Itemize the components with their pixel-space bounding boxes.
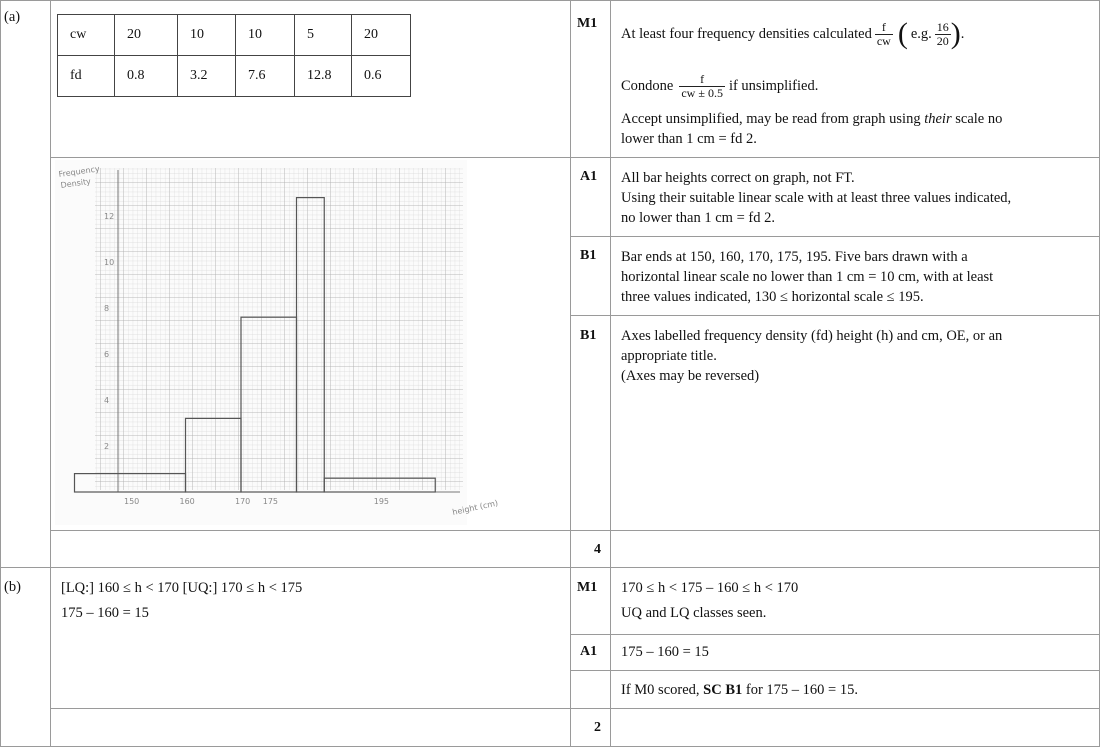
fraction-condone [679, 73, 725, 100]
comment-text: Bar ends at 150, 160, 170, 175, 195. Five bars drawn with a [621, 249, 968, 265]
comment-text: All bar heights correct on graph, not FT. [621, 170, 855, 186]
note-text: for 175 – 160 = 15. [742, 682, 858, 698]
table-cell: fd [58, 56, 115, 97]
frequency-table [57, 14, 411, 97]
table-cell: 10 [236, 15, 295, 56]
table-cell: 12.8 [295, 56, 352, 97]
mark-code: B1 [580, 248, 597, 263]
y-tick-label: 6 [104, 350, 110, 359]
comment-text: (Axes may be reversed) [621, 368, 760, 384]
rule-a-row1 [50, 157, 1100, 158]
rule-b-row2 [570, 670, 1100, 671]
mark-comment [621, 326, 1002, 386]
table-cell: 0.6 [352, 56, 411, 97]
rule-a-graph-bottom [50, 530, 1100, 531]
special-case-note [621, 680, 858, 700]
y-tick-label: 8 [104, 304, 110, 313]
condone-line [621, 66, 818, 106]
y-tick-label: 10 [104, 258, 115, 267]
comment-italic: their [924, 111, 952, 127]
rule-top [0, 0, 1100, 1]
table-cell: cw [58, 15, 115, 56]
condone-text: Condone [621, 77, 674, 94]
rule-a-row3 [570, 315, 1100, 316]
fraction-numerator: f [679, 73, 725, 87]
comment-text: UQ and LQ classes seen. [621, 605, 767, 621]
fraction-numerator: 16 [936, 19, 949, 34]
fraction-denominator: cw [876, 33, 891, 48]
mark-comment [621, 578, 798, 623]
x-tick-label: 160 [179, 497, 195, 506]
mark-comment [621, 168, 1011, 228]
part-a-label: (a) [4, 9, 21, 25]
x-tick-label: 175 [262, 497, 279, 506]
x-tick-label: 150 [124, 497, 140, 506]
mark-code: A1 [580, 644, 598, 659]
x-tick-label: 195 [373, 497, 390, 506]
comment-text: no lower than 1 cm = fd 2. [621, 210, 775, 226]
mark-code: M1 [577, 580, 598, 595]
fraction-example [935, 21, 951, 48]
y-tick-label: 12 [104, 212, 115, 221]
histogram-graph [55, 160, 499, 525]
comment-text: three values indicated, 130 ≤ horizontal scale ≤ 195. [621, 289, 924, 305]
condone-tail: if unsimplified. [728, 77, 819, 94]
comment-text: Axes labelled frequency density (fd) height (h) and cm, OE, or an [621, 328, 1003, 344]
paren-open: ( [897, 17, 908, 50]
fraction-f-over-cw [875, 21, 893, 48]
mark-code: B1 [580, 328, 597, 343]
rule-bottom [0, 746, 1100, 747]
table-cell: 7.6 [236, 56, 295, 97]
rule-b-row3 [50, 708, 1100, 709]
mark-comment: 175 – 160 = 15 [621, 644, 709, 660]
mark-comment [621, 247, 993, 307]
table-row-cw [58, 15, 411, 56]
part-b-total: 2 [594, 720, 601, 735]
table-row-fd [58, 56, 411, 97]
comment-text: 170 ≤ h < 175 – 160 ≤ h < 170 [621, 580, 799, 596]
y-axis-label-line2: Density [60, 176, 92, 190]
rule-part-col [50, 0, 51, 747]
answer-text: 175 – 160 = 15 [61, 605, 149, 621]
rule-answer-col [570, 0, 571, 747]
part-b-answer [61, 578, 302, 623]
y-axis-label-line1: Frequency [58, 164, 101, 179]
fraction-denominator: 20 [936, 33, 949, 48]
paren-close: ) [950, 17, 961, 50]
comment-text: Accept unsimplified, may be read from graph using [621, 111, 921, 127]
comment-text: Using their suitable linear scale with at least three values indicated, [621, 190, 1012, 206]
rule-a-row2 [570, 236, 1100, 237]
table-cell: 3.2 [178, 56, 236, 97]
comment-text: lower than 1 cm = fd 2. [621, 131, 757, 147]
mark-code: M1 [577, 16, 598, 31]
part-b-label: (b) [4, 579, 21, 595]
table-cell: 10 [178, 15, 236, 56]
table-cell: 5 [295, 15, 352, 56]
part-a-total: 4 [594, 542, 601, 557]
comment-text: appropriate title. [621, 348, 717, 364]
x-axis-label: height (cm) [451, 498, 499, 517]
rule-left [0, 0, 1, 747]
comment-text: horizontal linear scale no lower than 1 cm = 10 cm, with at least [621, 269, 994, 285]
x-tick-label: 170 [235, 497, 251, 506]
fraction-numerator: f [875, 21, 893, 35]
comment-text: At least four frequency densities calculated [621, 25, 872, 42]
table-cell: 20 [115, 15, 178, 56]
y-tick-label: 2 [104, 442, 110, 451]
eg-text: e.g. [910, 25, 932, 42]
mark-comment: At least four frequency densities calculated $\frac{f}{cw}$ ( e.g. $\frac{16}{20}$ ) . [621, 17, 965, 50]
mark-code: A1 [580, 169, 598, 184]
fraction-denominator: cw ± 0.5 [681, 85, 723, 100]
accept-line [621, 109, 1002, 149]
y-tick-label: 4 [104, 396, 110, 405]
rule-mark-col [610, 0, 611, 747]
rule-b-row1 [570, 634, 1100, 635]
note-bold: SC B1 [703, 682, 743, 698]
comment-text: scale no [955, 111, 1003, 127]
answer-text: [LQ:] 160 ≤ h < 170 [UQ:] 170 ≤ h < 175 [61, 580, 303, 596]
table-cell: 0.8 [115, 56, 178, 97]
table-cell: 20 [352, 15, 411, 56]
note-text: If M0 scored, [621, 682, 704, 698]
rule-a-total [0, 567, 1100, 568]
